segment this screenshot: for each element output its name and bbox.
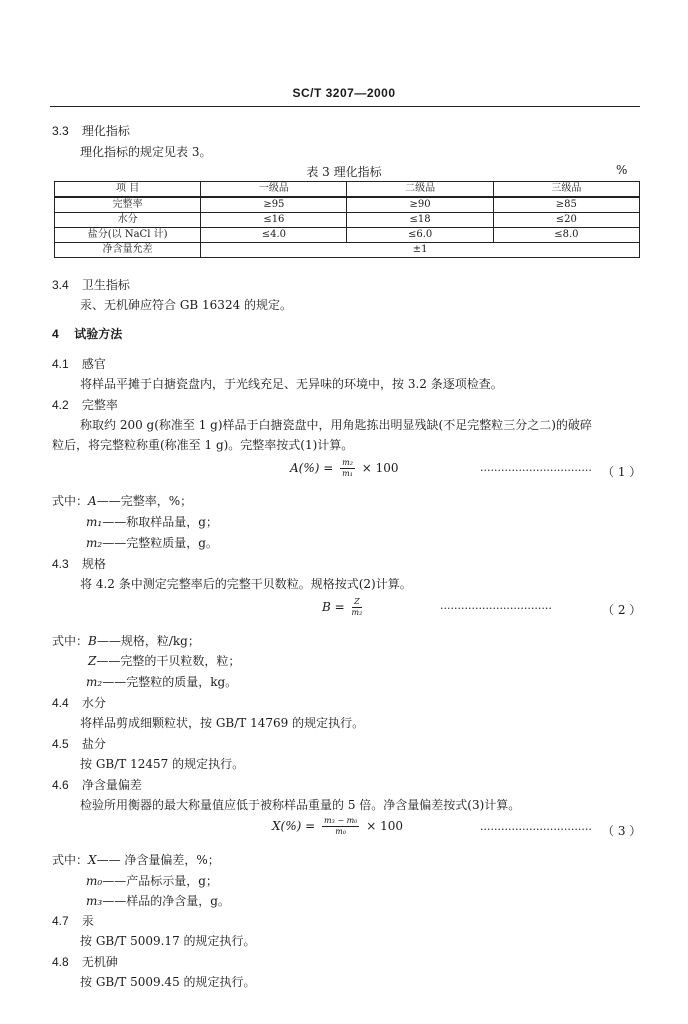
section-4-2-text-line1: 称取约 200 g(称准至 1 g)样品于白搪瓷盘中，用角匙拣出明显残缺(不足完整粒三分之二)的破碎 [80, 418, 592, 432]
table-header-cell: 一级品 [201, 182, 347, 198]
section-number: 4.2 [52, 398, 69, 412]
var-desc: ——样品的净含量，g。 [102, 894, 230, 908]
var-symbol: A [88, 494, 97, 508]
var-desc: ——规格，粒/kg； [96, 634, 200, 648]
table-cell: ≥85 [493, 197, 639, 213]
section-4-5-text: 按 GB/T 12457 的规定执行。 [80, 757, 245, 771]
section-title: 感官 [81, 357, 106, 371]
table-caption: 表 3 理化指标 [306, 165, 382, 179]
table-unit: % [616, 163, 628, 177]
table-cell: ≥95 [201, 197, 347, 213]
section-title: 水分 [81, 696, 106, 710]
section-title: 无机砷 [81, 955, 118, 969]
table-cell: ≤8.0 [493, 228, 639, 243]
leader-dots: ································ [440, 602, 552, 615]
section-number: 4.8 [52, 955, 69, 969]
section-title: 试验方法 [74, 327, 123, 341]
formula-lhs: X(%) = [272, 819, 316, 833]
table-cell: ±1 [201, 243, 640, 258]
section-title: 规格 [81, 557, 106, 571]
formula-numerator: m₂ [342, 458, 353, 467]
standard-code: SC/T 3207—2000 [292, 86, 396, 100]
section-number: 3.3 [52, 124, 69, 138]
formula-fraction [322, 816, 359, 837]
formula-denominator: m₁ [342, 469, 353, 478]
section-title: 完整率 [81, 398, 118, 412]
formula-numerator: Z [352, 597, 363, 608]
where-text: 式中： [52, 853, 89, 867]
var-symbol: m₁ [86, 515, 103, 529]
table-cell: ≥90 [347, 197, 493, 213]
table-cell: 盐分(以 NaCl 计) [55, 228, 201, 243]
section-number: 3.4 [52, 278, 69, 292]
section-4-7-text: 按 GB/T 5009.17 的规定执行。 [80, 934, 256, 948]
table-row [55, 197, 640, 213]
leader-dots: ································ [480, 823, 592, 836]
table-row [55, 228, 640, 243]
var-symbol: m₂ [86, 675, 103, 689]
table-header-cell: 项 目 [55, 182, 201, 198]
table-row [55, 243, 640, 258]
table-cell: ≤6.0 [347, 228, 493, 243]
table-row [55, 213, 640, 228]
section-number: 4.5 [52, 737, 69, 751]
var-symbol: m₀ [86, 874, 103, 888]
var-desc: ——完整的干贝粒数，粒； [96, 654, 241, 668]
where-text: 式中： [52, 634, 89, 648]
var-desc: —— 净含量偏差，%； [96, 853, 220, 867]
formula-rhs: × 100 [366, 819, 403, 833]
table-cell: ≤20 [493, 213, 639, 228]
var-desc: ——称取样品量，g； [102, 515, 218, 529]
var-symbol: m₂ [86, 536, 103, 550]
section-number: 4.6 [52, 778, 69, 792]
var-symbol: B [88, 634, 97, 648]
leader-dots: ································ [480, 464, 592, 477]
section-4-1-text: 将样品平摊于白搪瓷盘内，于光线充足、无异味的环境中，按 3.2 条逐项检查。 [80, 377, 503, 391]
section-title: 理化指标 [81, 124, 130, 138]
var-line [88, 652, 240, 669]
var-desc: ——完整粒的质量，kg。 [102, 675, 238, 689]
section-4-1-heading [52, 355, 106, 372]
var-symbol: m₃ [86, 894, 103, 908]
var-line [86, 534, 218, 551]
var-desc: ——完整粒质量，g。 [102, 536, 218, 550]
section-4-2-text-line2: 粒后，将完整粒称重(称准至 1 g)。完整率按式(1)计算。 [52, 438, 354, 452]
section-4-2-heading [52, 396, 118, 413]
formula-rhs: × 100 [361, 461, 399, 475]
formula-denominator: m₀ [335, 827, 347, 836]
var-line [86, 513, 218, 530]
section-3-4-text: 汞、无机砷应符合 GB 16324 的规定。 [80, 298, 293, 312]
section-4-3-text: 将 4.2 条中测定完整率后的完整干贝数粒。规格按式(2)计算。 [80, 577, 412, 591]
where-label [52, 492, 192, 509]
table-cell: ≤16 [201, 213, 347, 228]
formula-3 [272, 816, 403, 837]
section-3-4-heading [52, 276, 130, 293]
section-4-6-text: 检验所用衡器的最大称量值应低于被称样品重量的 5 倍。净含量偏差按式(3)计算。 [80, 798, 521, 812]
section-4-4-heading [52, 694, 106, 711]
formula-fraction [340, 458, 355, 479]
table-cell: 水分 [55, 213, 201, 228]
formula-lhs: A(%) = [290, 461, 334, 475]
formula-denominator: m₂ [351, 608, 363, 617]
table-header-cell: 二级品 [347, 182, 493, 198]
section-4-heading [52, 325, 122, 342]
var-line [86, 673, 237, 690]
section-4-5-heading [52, 735, 106, 752]
equation-number: （ 2 ） [602, 603, 642, 617]
table-cell: 完整率 [55, 197, 201, 213]
table-header-row [55, 182, 640, 198]
section-title: 净含量偏差 [81, 778, 142, 792]
var-line [86, 872, 218, 889]
section-4-4-text: 将样品剪成细颗粒状，按 GB/T 14769 的规定执行。 [80, 716, 365, 730]
section-number: 4.1 [52, 357, 69, 371]
where-text: 式中： [52, 494, 89, 508]
section-title: 盐分 [81, 737, 106, 751]
formula-numerator: m₃ − m₀ [324, 816, 358, 825]
table-cell: ≤4.0 [201, 228, 347, 243]
formula-2 [322, 597, 365, 618]
table-cell: ≤18 [347, 213, 493, 228]
equation-number: （ 3 ） [602, 824, 642, 838]
section-4-8-heading [52, 953, 118, 970]
section-title: 汞 [81, 914, 94, 928]
header-rule [50, 106, 640, 107]
var-desc: ——产品标示量，g； [102, 874, 218, 888]
section-number: 4.3 [52, 557, 69, 571]
var-symbol: X [88, 853, 97, 867]
section-4-3-heading [52, 555, 106, 572]
var-symbol: Z [88, 654, 97, 668]
formula-1 [290, 458, 399, 479]
where-label [52, 632, 200, 649]
section-4-7-heading [52, 912, 94, 929]
table-cell: 净含量允差 [55, 243, 201, 258]
spec-table [54, 181, 640, 258]
section-number: 4 [52, 327, 59, 341]
formula-fraction [352, 597, 363, 618]
where-label [52, 851, 220, 868]
formula-lhs: B = [322, 600, 345, 614]
section-title: 卫生指标 [81, 278, 130, 292]
equation-number: （ 1 ） [602, 465, 642, 479]
section-4-8-text: 按 GB/T 5009.45 的规定执行。 [80, 975, 256, 989]
section-4-6-heading [52, 776, 142, 793]
section-number: 4.4 [52, 696, 69, 710]
section-number: 4.7 [52, 914, 69, 928]
table-header-cell: 三级品 [493, 182, 639, 198]
section-3-3-text: 理化指标的规定见表 3。 [80, 145, 212, 159]
section-3-3-heading [52, 122, 130, 139]
var-line [86, 892, 230, 909]
var-desc: ——完整率，%； [96, 494, 193, 508]
